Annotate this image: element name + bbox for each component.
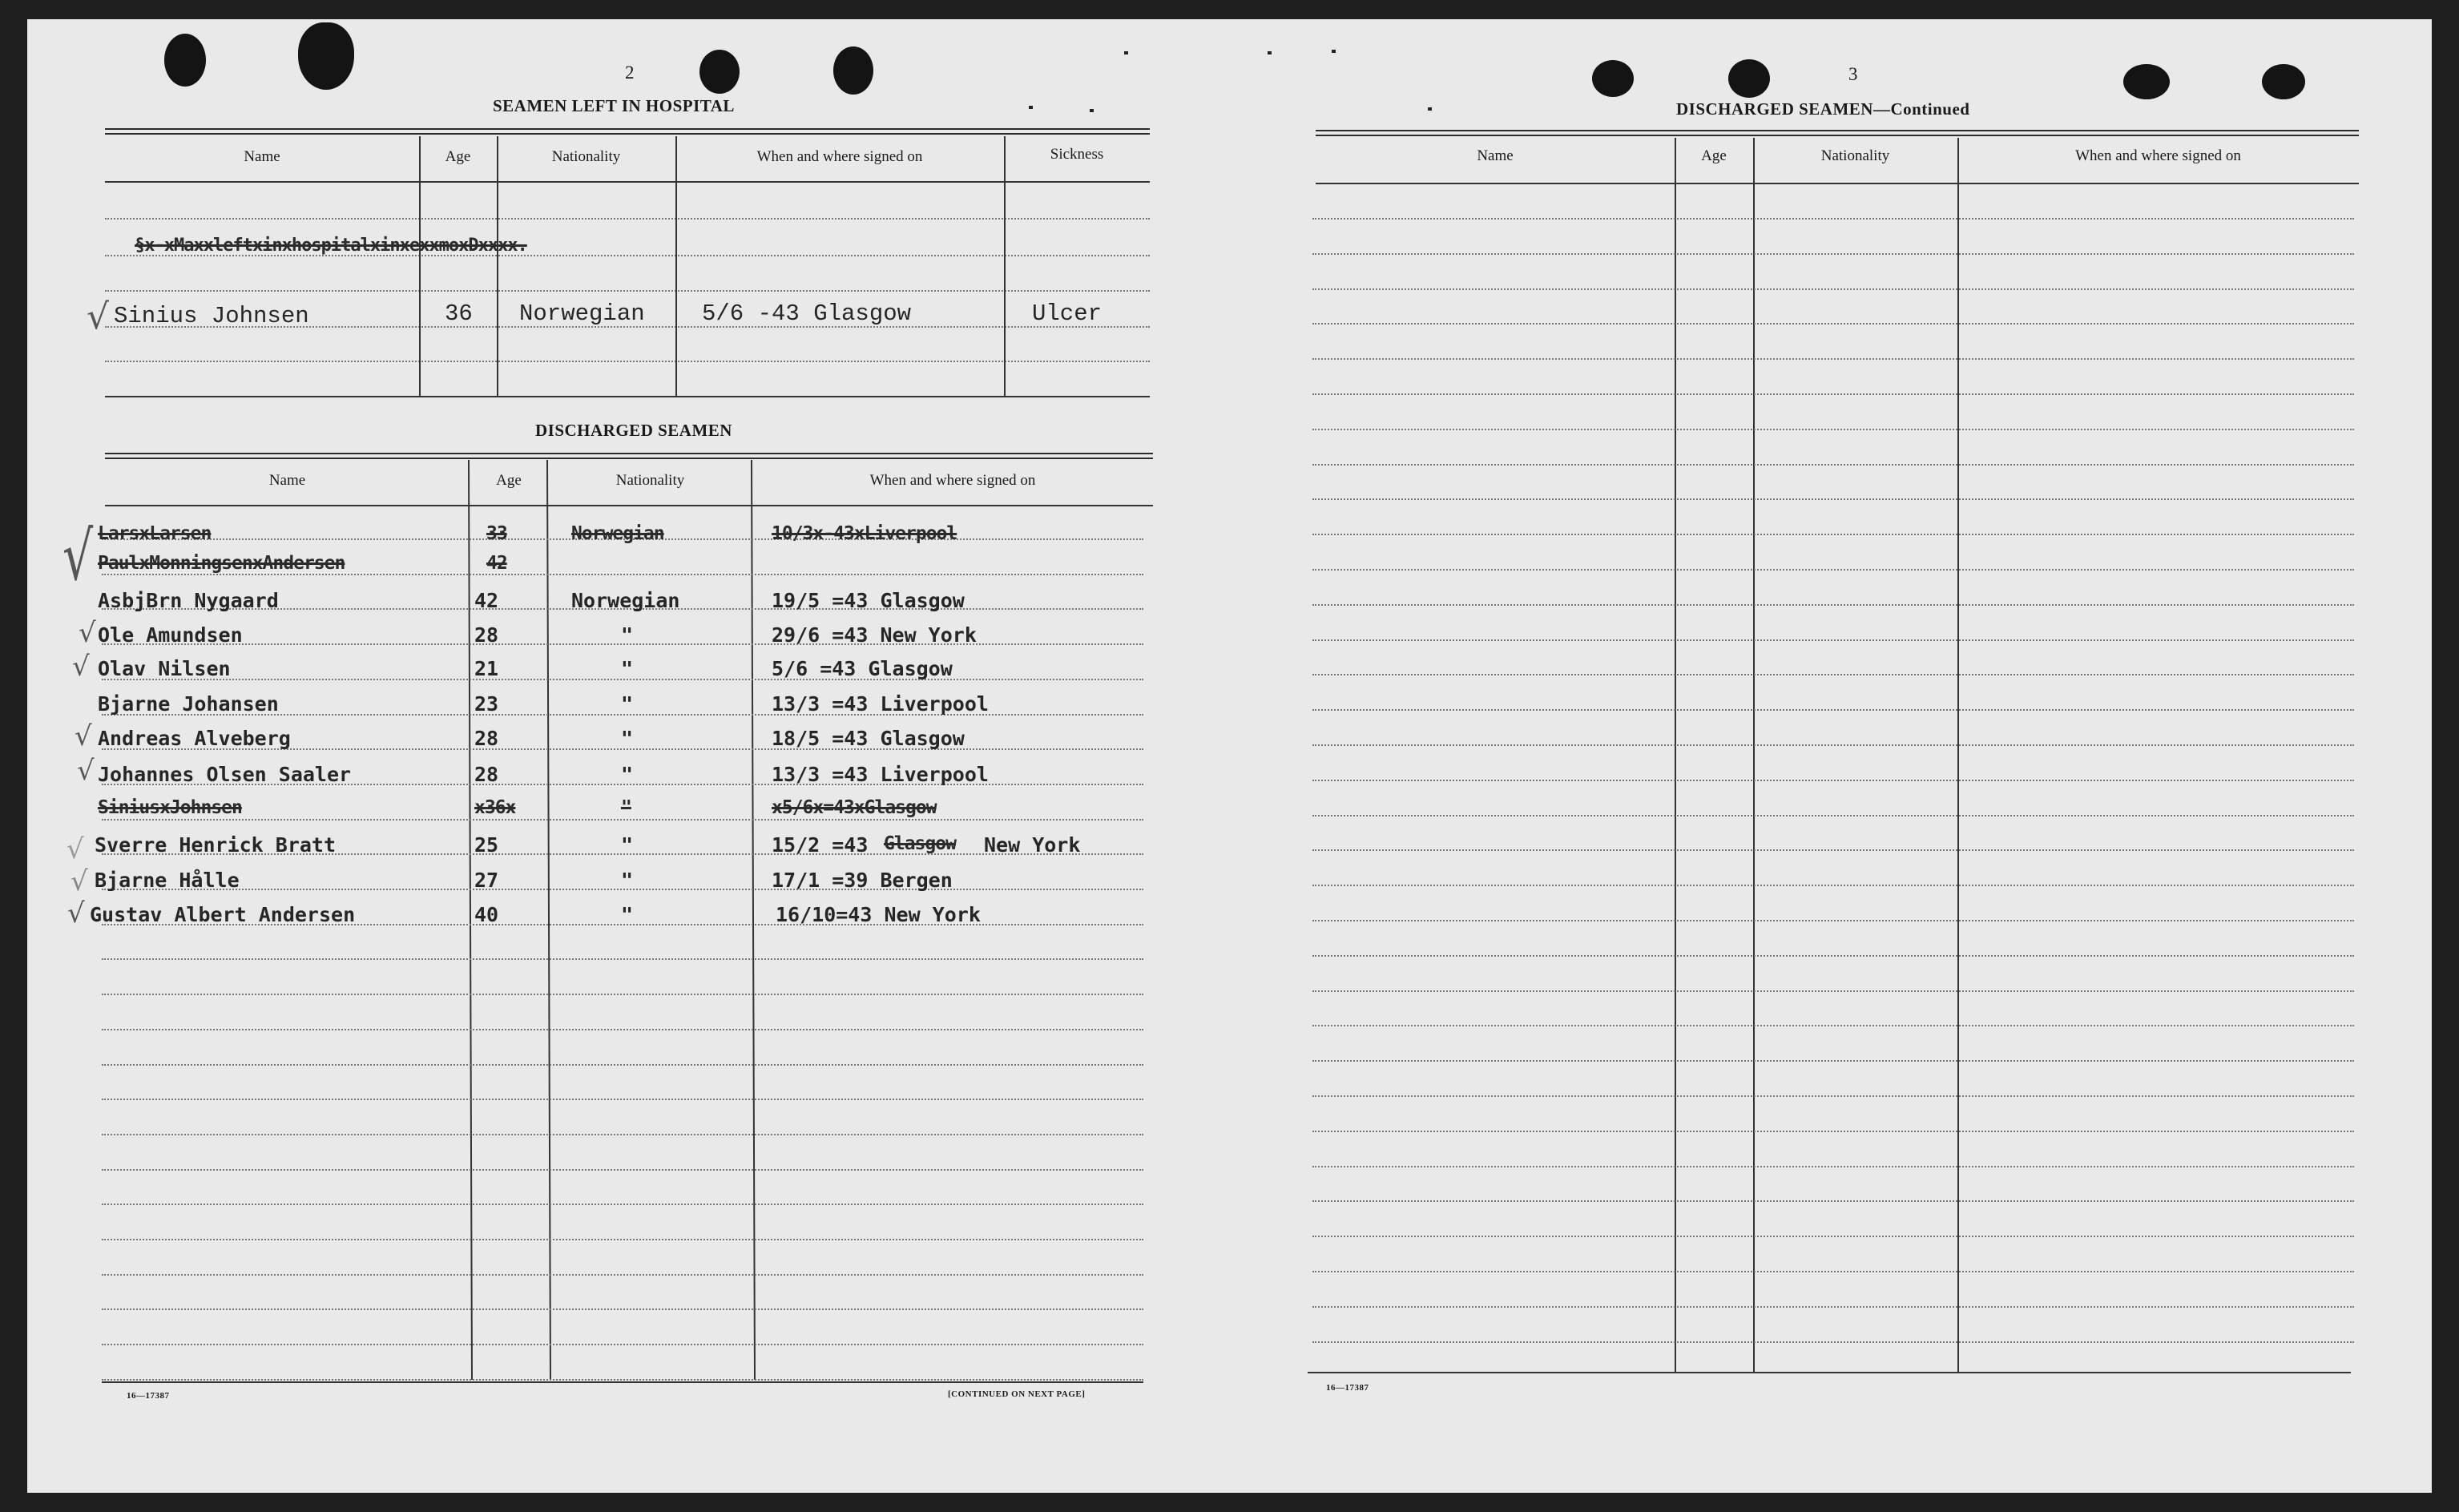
speck (1428, 107, 1432, 111)
row-line (1312, 1095, 2354, 1097)
check-mark: √ (87, 296, 110, 337)
binder-hole (1728, 59, 1770, 98)
seaman-age: 27 (474, 869, 499, 892)
binder-hole (833, 46, 873, 95)
header-rule (105, 505, 1153, 506)
seaman-nationality: " (621, 869, 634, 892)
seaman-signed-on-struck: Glasgow (884, 833, 956, 854)
seaman-age: 42 (474, 589, 499, 612)
row-line (1312, 1131, 2354, 1132)
seaman-nationality: " (621, 692, 634, 716)
binder-hole (298, 22, 354, 90)
table-bottom-rule (105, 396, 1150, 397)
speck (1268, 51, 1272, 54)
seaman-name: Bjarne Johansen (98, 692, 279, 716)
binder-hole (1592, 60, 1634, 97)
row-line (102, 994, 1143, 995)
row-line (1312, 534, 2354, 535)
seaman-signed-on: 29/6 =43 New York (772, 623, 977, 647)
row-line (102, 1169, 1143, 1171)
row-line (102, 1239, 1143, 1240)
row-line (1312, 253, 2354, 255)
row-line (1312, 218, 2354, 220)
hospital-age: 36 (445, 300, 473, 327)
column-header-signed-on: When and where signed on (2075, 147, 2241, 164)
table-rule (1316, 130, 2359, 131)
row-line (102, 1099, 1143, 1100)
seaman-age: 23 (474, 692, 499, 716)
check-mark: √ (62, 518, 94, 596)
seaman-signed-on: 17/1 =39 Bergen (772, 869, 953, 892)
column-header-age: Age (445, 148, 471, 165)
row-line (102, 1344, 1143, 1345)
speck (1090, 109, 1094, 112)
column-header-signed-on: When and where signed on (869, 472, 1036, 489)
hospital-signed-on: 5/6 -43 Glasgow (702, 300, 912, 327)
row-line (1312, 1306, 2354, 1308)
row-line (1312, 429, 2354, 430)
row-line (1312, 464, 2354, 466)
row-line (1312, 1200, 2354, 1202)
seaman-signed-on: x5/6x=43xGlasgow (772, 797, 937, 818)
seaman-signed-on: 15/2 =43 (772, 833, 869, 857)
column-header-name: Name (1477, 147, 1514, 164)
row-line (1312, 288, 2354, 290)
continued-note: [CONTINUED ON NEXT PAGE] (948, 1389, 1086, 1399)
check-mark: √ (72, 651, 90, 683)
row-line (1312, 569, 2354, 571)
page-number: 3 (1848, 64, 1858, 84)
struck-entry-nationality: Norwegian (571, 523, 664, 544)
row-line (1312, 815, 2354, 816)
column-header-age: Age (496, 472, 522, 489)
check-mark: √ (79, 617, 96, 649)
seaman-name: SiniusxJohnsen (98, 797, 242, 818)
row-line (102, 1274, 1143, 1276)
column-divider (497, 136, 498, 396)
speck (1332, 50, 1336, 53)
speck (1124, 51, 1128, 54)
row-line (1312, 323, 2354, 325)
column-header-nationality: Nationality (1820, 147, 1890, 164)
column-divider (1004, 136, 1006, 396)
check-mark: √ (67, 833, 84, 865)
binder-hole (2262, 64, 2305, 99)
seaman-age: 25 (474, 833, 499, 857)
seaman-nationality: " (621, 727, 634, 750)
seaman-signed-on: 5/6 =43 Glasgow (772, 657, 953, 680)
seaman-name: Bjarne Hålle (95, 869, 240, 892)
form-number: 16—17387 (1326, 1383, 1369, 1393)
row-line (1312, 1236, 2354, 1237)
section-title-discharged: DISCHARGED SEAMEN (535, 421, 732, 440)
struck-entry-age: 42 (486, 553, 507, 574)
seaman-name: Ole Amundsen (98, 623, 243, 647)
row-line (1312, 990, 2354, 992)
seaman-signed-on-tail: New York (984, 833, 1081, 857)
row-line (1312, 1025, 2354, 1026)
seaman-age: 28 (474, 727, 499, 750)
seaman-name: Olav Nilsen (98, 657, 231, 680)
row-line (105, 218, 1150, 220)
row-line (1312, 709, 2354, 711)
row-line (1312, 1341, 2354, 1343)
speck (1029, 106, 1033, 109)
row-line (1312, 885, 2354, 886)
row-line (102, 1064, 1143, 1066)
row-line (1312, 955, 2354, 957)
seaman-nationality: " (621, 797, 631, 818)
row-line (1312, 920, 2354, 921)
row-line (102, 1134, 1143, 1135)
seaman-age: 21 (474, 657, 499, 680)
row-line (102, 574, 1143, 575)
seaman-age: 28 (474, 623, 499, 647)
row-line (102, 1308, 1143, 1310)
column-divider (419, 136, 421, 396)
struck-entry-signed-on: 10/3x-43xLiverpool (772, 523, 957, 544)
seaman-age: 40 (474, 903, 499, 926)
seaman-name: Johannes Olsen Saaler (98, 763, 352, 786)
binder-hole (699, 50, 740, 94)
hospital-nationality: Norwegian (519, 300, 645, 327)
seaman-name: AsbjBrn Nygaard (98, 589, 279, 612)
row-line (1312, 780, 2354, 781)
seaman-signed-on: 13/3 =43 Liverpool (772, 763, 989, 786)
row-line (105, 361, 1150, 362)
seaman-name: Sverre Henrick Bratt (95, 833, 337, 857)
check-mark: √ (77, 755, 95, 787)
section-title-discharged-continued: DISCHARGED SEAMEN—Continued (1676, 99, 1970, 119)
hospital-sickness: Ulcer (1032, 300, 1103, 327)
column-header-nationality: Nationality (615, 472, 685, 489)
row-line (1312, 358, 2354, 360)
check-mark: √ (71, 865, 88, 897)
struck-entry-name: LarsxLarsen (98, 523, 212, 544)
row-line (102, 958, 1143, 960)
section-title-hospital: SEAMEN LEFT IN HOSPITAL (493, 96, 735, 115)
seaman-nationality: " (621, 903, 634, 926)
seaman-signed-on: 13/3 =43 Liverpool (772, 692, 989, 716)
table-bottom-rule (102, 1381, 1143, 1383)
column-divider (675, 136, 677, 396)
row-line (1312, 744, 2354, 746)
row-line (1312, 498, 2354, 500)
row-line (1312, 849, 2354, 851)
row-line (102, 1379, 1143, 1381)
seaman-name: Andreas Alveberg (98, 727, 291, 750)
seaman-signed-on: 18/5 =43 Glasgow (772, 727, 965, 750)
table-rule (105, 453, 1153, 454)
struck-entry: §x-xMaxxleftxinxhospitalxinxexxmoxDxxxx. (135, 236, 527, 256)
check-mark: √ (67, 897, 85, 929)
seaman-nationality: " (621, 763, 634, 786)
seaman-signed-on: 19/5 =43 Glasgow (772, 589, 965, 612)
check-mark: √ (75, 720, 92, 752)
row-line (1312, 393, 2354, 395)
column-header-nationality: Nationality (551, 148, 621, 165)
seaman-age: 28 (474, 763, 499, 786)
page-number: 2 (625, 62, 635, 83)
table-rule (105, 128, 1150, 130)
row-line (102, 1204, 1143, 1205)
column-header-name: Name (268, 472, 306, 489)
row-line (102, 819, 1143, 821)
seaman-age: x36x (474, 797, 516, 818)
row-line (1312, 1166, 2354, 1167)
seaman-nationality: " (621, 657, 634, 680)
seaman-nationality: Norwegian (571, 589, 680, 612)
struck-entry-age: 33 (486, 523, 507, 544)
column-header-signed-on: When and where signed on (756, 148, 923, 165)
row-line (1312, 1271, 2354, 1272)
row-line (102, 1029, 1143, 1030)
struck-entry-name: PaulxMonningsenxAndersen (98, 553, 345, 574)
seaman-nationality: " (621, 833, 634, 857)
header-rule (1316, 183, 2359, 184)
row-line (1312, 674, 2354, 675)
column-header-name: Name (244, 148, 280, 165)
row-line (1312, 1060, 2354, 1062)
row-line (1312, 639, 2354, 641)
row-line (105, 290, 1150, 292)
seaman-nationality: " (621, 623, 634, 647)
binder-hole (2123, 64, 2170, 99)
hospital-name: Sinius Johnsen (114, 303, 309, 329)
binder-hole (164, 34, 206, 87)
seaman-name: Gustav Albert Andersen (90, 903, 356, 926)
table-bottom-rule (1308, 1372, 2351, 1373)
seaman-signed-on: 16/10=43 New York (776, 903, 981, 926)
column-header-age: Age (1701, 147, 1727, 164)
column-header-sickness: Sickness (1050, 146, 1104, 163)
header-rule (105, 181, 1150, 183)
row-line (1312, 604, 2354, 606)
form-number: 16—17387 (127, 1391, 170, 1401)
